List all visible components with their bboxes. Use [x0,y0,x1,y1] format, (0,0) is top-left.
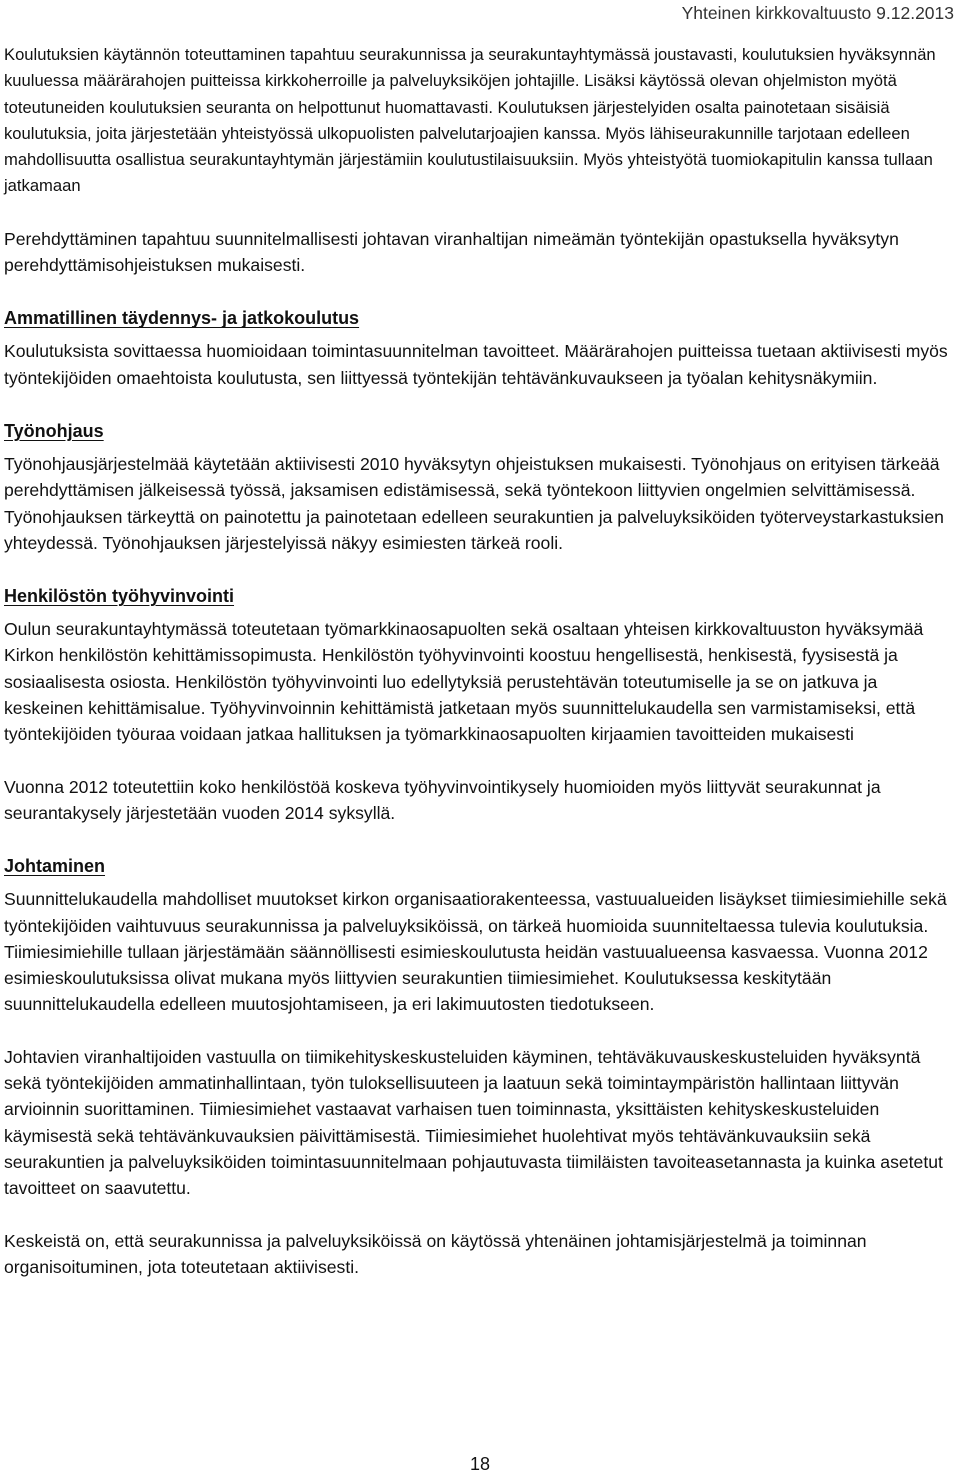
paragraph: Suunnittelukaudella mahdolliset muutokset kirkon organisaatiorakenteessa, vastuualueiden lisäykset tiimiesimiehille sekä työntekijöiden vaihtuvuus seurakunnissa ja palveluyksiköissä, on tärkeä huomioida suunniteltaessa tulevia koulutuksia. Tiimiesimiehille tullaan järjestämään säännöllisesti esimieskoulutusta heidän vastuualueensa kasvaessa. Vuonna 2012 esimieskoulutuksissa olivat mukana myös liittyvien seurakuntien tiimiesimiehet. Koulutuksessa keskitytään suunnittelukaudella edelleen muutosjohtamiseen, ja eri lakimuutosten tiedotukseen. [4,889,947,1015]
paragraph: Oulun seurakuntayhtymässä toteutetaan työmarkkinaosapuolten sekä osaltaan yhteisen kirkkovaltuuston hyväksymää Kirkon henkilöstön kehittämissopimusta. Henkilöstön työhyvinvointi koostuu hengellisestä, henkisestä, fyysisestä ja sosiaalisesta osiosta. Henkilöstön työhyvinvointi luo edellytyksiä perustehtävän toteutumiselle ja se on jatkuva ja keskeinen kehittämisalue. Työhyvinvoinnin kehittämistä jatketaan myös suunnittelukaudella sen varmistamiseksi, että työntekijöiden työuraa voidaan jatkaa hallituksen ja työmarkkinaosapuolten kirjaamien tavoitteiden mukaisesti [4,619,924,745]
paragraph: Keskeistä on, että seurakunnissa ja palveluyksiköissä on käytössä yhtenäinen johtamisjärjestelmä ja toiminnan organisoituminen, jota toteutetaan aktiivisesti. [4,1230,867,1277]
paragraph: Vuonna 2012 toteutettiin koko henkilöstöä koskeva työhyvinvointikysely huomioiden myös liittyvät seurakunnat ja seurantakysely järjestetään vuoden 2014 syksyllä. [4,776,881,823]
section-heading: Työnohjaus [4,420,104,441]
paragraph: Koulutuksien käytännön toteuttaminen tapahtuu seurakunnissa ja seurakuntayhtymässä joustavasti, koulutuksien hyväksynnän kuuluessa määrärahojen puitteissa kirkkoherroille ja palveluyksiköjen johtajille. Lisäksi käytössä olevan ohjelmiston myötä toteutuneiden koulutuksien seuranta on helpottunut huomattavasti. Koulutuksen järjestelyiden osalta painotetaan sisäisiä koulutuksia, joita järjestetään yhteistyössä ulkopuolisten palvelutarjoajien kanssa. Myös lähiseurakunnille tarjotaan edelleen mahdollisuutta osallistua seurakuntayhtymän järjestämiin koulutustilaisuuksiin. Myös yhteistyötä tuomiokapitulin kanssa tullaan jatkamaan [4,45,936,196]
paragraph: Johtavien viranhaltijoiden vastuulla on tiimikehityskeskusteluiden käyminen, tehtäväkuvauskeskusteluiden hyväksyntä sekä työntekijöiden ammatinhallintaan, työn tuloksellisuuteen ja laatuun sekä toimintaympäristön hallintaan liittyvän arvioinnin suorittaminen. Tiimiesimiehet vastaavat varhaisen tuen toiminnasta, yksittäisten kehityskeskusteluiden käymisestä sekä tehtävänkuvauksien päivittämisestä. Tiimiesimiehet huolehtivat myös tehtävänkuvauksiin sekä seurakuntien ja palveluyksiköiden toimintasuunnitelmaan pohjautuvasta tiimiläisten tavoiteasetannasta ja kuinka asetetut tavoitteet on saavutettu. [4,1046,943,1199]
section-heading: Henkilöstön työhyvinvointi [4,586,235,607]
page-number: 18 [469,1454,491,1474]
paragraph: Perehdyttäminen tapahtuu suunnitelmallisesti johtavan viranhaltijan nimeämän työntekijän opastuksella hyväksytyn perehdyttämisohjeistuksen mukaisesti. [4,228,899,276]
section-heading: Johtaminen [4,856,106,877]
page-header: Yhteinen kirkkovaltuusto 9.12.2013 [681,3,954,23]
paragraph: Työnohjausjärjestelmää käytetään aktiivisesti 2010 hyväksytyn ohjeistuksen mukaisesti. Työnohjaus on erityisen tärkeää perehdyttämisen jälkeisessä työssä, jaksamisen edistämisessä, sekä työntekoon liittyvien ongelmien selvittämisessä. Työnohjauksen tärkeyttä on painotettu ja painotetaan edelleen seurakuntien ja palveluyksiköiden työterveystarkastuksien yhteydessä. Työnohjauksen järjestelyissä näkyy esimiesten tärkeä rooli. [4,453,944,553]
section-heading: Ammatillinen täydennys- ja jatkokoulutus [4,308,360,329]
document-body [4,42,952,1280]
paragraph: Koulutuksista sovittaessa huomioidaan toimintasuunnitelman tavoitteet. Määrärahojen puitteissa tuetaan aktiivisesti myös työntekijöiden omaehtoista koulutusta, sen liittyessä työntekijän tehtävänkuvaukseen ja työalan kehitysnäkymiin. [4,341,948,388]
